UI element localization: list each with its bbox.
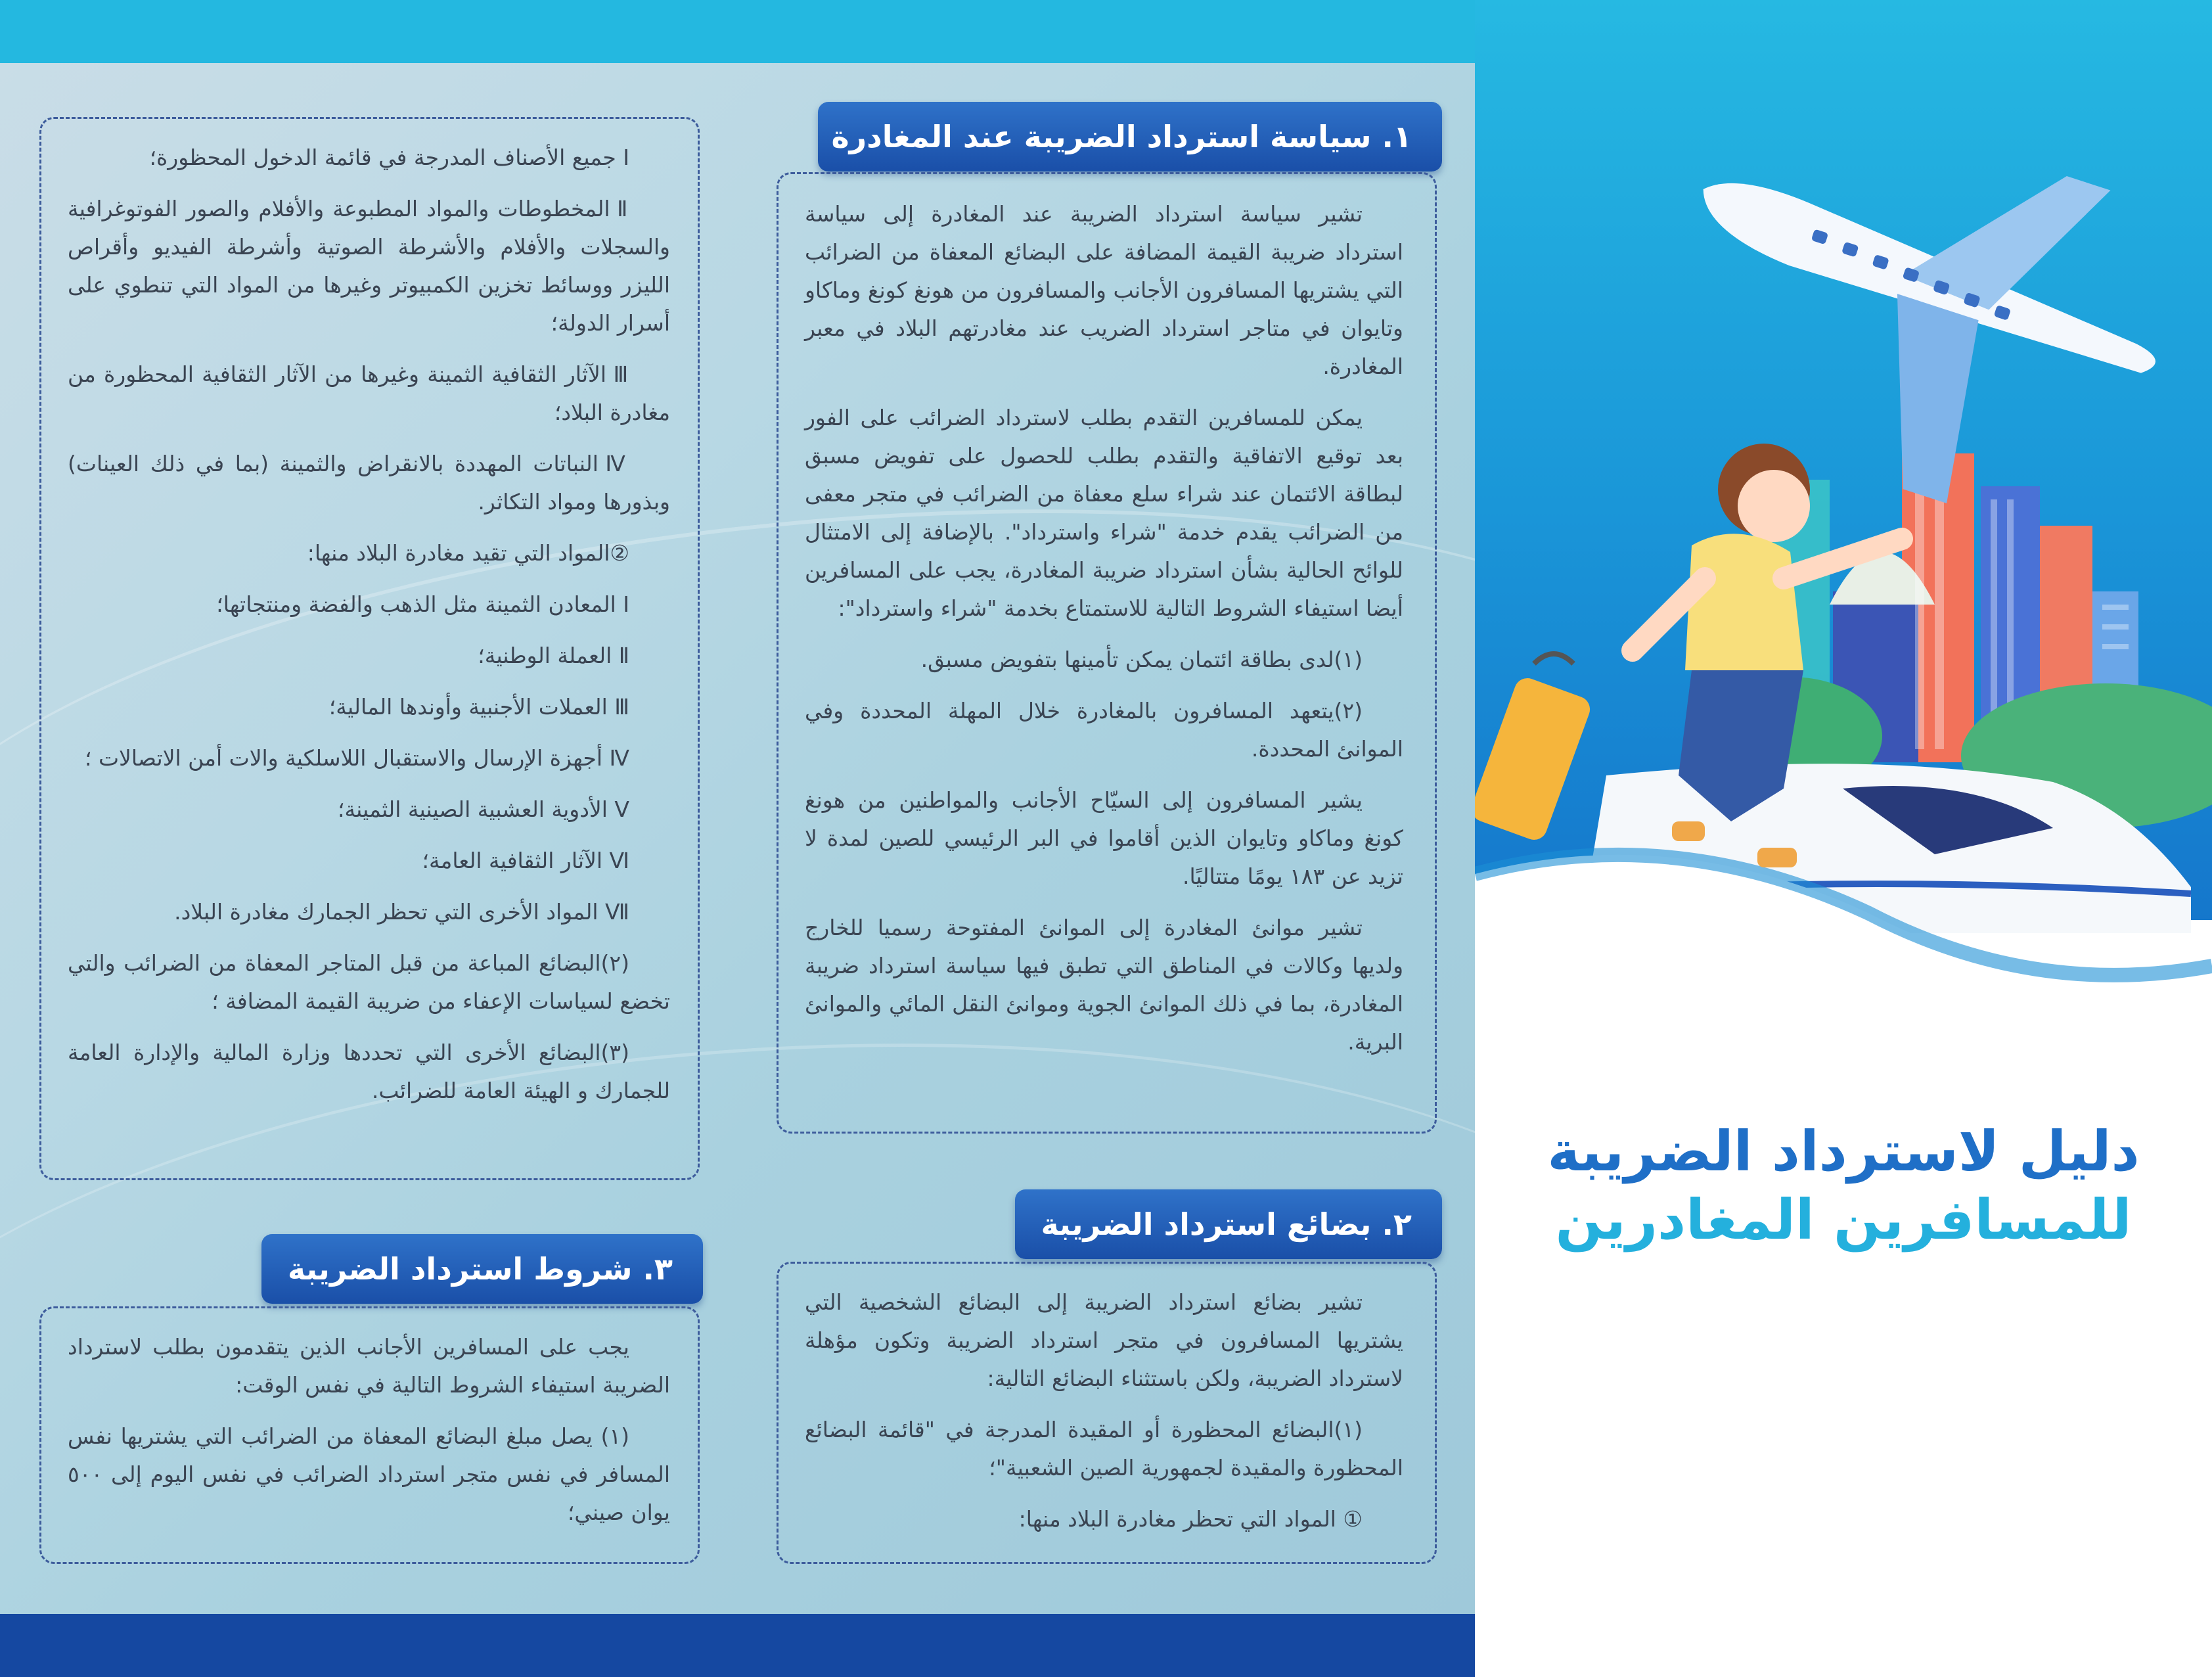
excluded-goods-item: Ⅳ أجهزة الإرسال والاستقبال اللاسلكية والات أمن الاتصالات ؛ — [84, 745, 629, 771]
excluded-goods-item: Ⅲ العملات الأجنبية وأوندها المالية؛ — [328, 694, 629, 720]
section1-heading: ١. سياسة استرداد الضريبة عند المغادرة — [818, 102, 1442, 172]
cover-title-line2: للمسافرين المغادرين — [1555, 1187, 2132, 1252]
section1-paragraph: يمكن للمسافرين التقدم بطلب لاسترداد الضرائب على الفور بعد توقيع الاتفاقية والتقدم بطلب للحصول على تفويض مسبق لبطاقة الائتمان عند شراء سلع معفاة من الضرائب في متجر معفى من الضرائب يقدم خدمة "شراء واسترداد". بالإضافة إلى الامتثال للوائح الحالية بشأن استرداد ضريبة المغادرة، يجب على المسافرين أيضا استيفاء الشروط التالية للاستمتاع بخدمة "شراء واسترداد": — [805, 405, 1403, 621]
section3-paragraph: (١) يصل مبلغ البضائع المعفاة من الضرائب التي يشتريها نفس المسافر في نفس متجر استرداد الضرائب في نفس اليوم إلى ٥٠٠ يوان صيني؛ — [68, 1423, 670, 1525]
cover-panel — [1475, 0, 2212, 1677]
section2-paragraph: تشير بضائع استرداد الضريبة إلى البضائع الشخصية التي يشتريها المسافرون في متجر استرداد الضريبة وتكون مؤهلة لاسترداد الضريبة، ولكن باستثناء البضائع التالية: — [805, 1289, 1403, 1391]
excluded-goods-item: (٢)البضائع المباعة من قبل المتاجر المعفاة من الضرائب والتي تخضع لسياسات الإعفاء من ضريبة القيمة المضافة ؛ — [68, 950, 670, 1014]
cover-title-line1: دليل لاسترداد الضريبة — [1547, 1119, 2140, 1183]
section1-paragraph: يشير المسافرون إلى السيّاح الأجانب والمواطنين من هونغ كونغ وماكاو وتايوان الذين أقاموا في البر الرئيسي للصين لمدة لا تزيد عن ١٨٣ يومًا متتاليًا. — [805, 787, 1403, 889]
excluded-goods-item: ②المواد التي تقيد مغادرة البلاد منها: — [307, 540, 629, 566]
section2-paragraph: (١)البضائع المحظورة أو المقيدة المدرجة في "قائمة البضائع المحظورة والمقيدة لجمهورية الصين الشعبية"؛ — [805, 1417, 1403, 1481]
section1-paragraph: (١)لدى بطاقة ائتمان يمكن تأمينها بتفويض مسبق. — [920, 647, 1363, 672]
section1-paragraph: (٢)يتعهد المسافرون بالمغادرة خلال المهلة المحددة وفي الموانئ المحددة. — [805, 698, 1403, 762]
excluded-goods-item: Ⅱ العملة الوطنية؛ — [478, 643, 629, 668]
section3-paragraph: يجب على المسافرين الأجانب الذين يتقدمون بطلب لاسترداد الضريبة استيفاء الشروط التالية في نفس الوقت: — [68, 1334, 670, 1398]
cover-title — [1475, 1117, 2212, 1254]
excluded-goods-item: Ⅰ المعادن الثمينة مثل الذهب والفضة ومنتجاتها؛ — [216, 591, 629, 617]
excluded-goods-item: Ⅰ جميع الأصناف المدرجة في قائمة الدخول المحظورة؛ — [149, 145, 629, 170]
bottom-band — [0, 1614, 1475, 1677]
section3-box — [39, 1306, 700, 1564]
section2-heading: ٢. بضائع استرداد الضريبة — [1015, 1189, 1442, 1259]
excluded-goods-item: Ⅶ المواد الأخرى التي تحظر الجمارك مغادرة البلاد. — [174, 899, 629, 925]
excluded-goods-item: Ⅴ الأدوية العشبية الصينية الثمينة؛ — [338, 796, 629, 822]
excluded-goods-item: Ⅱ المخطوطات والمواد المطبوعة والأفلام والصور الفوتوغرافية والسجلات والأفلام والأشرطة الصوتية وأشرطة الفيديو وأقراص الليزر ووسائط تخزين الكمبيوتر وغيرها من المواد التي تنطوي على أسرار الدولة؛ — [68, 196, 670, 336]
excluded-goods-item: Ⅲ الآثار الثقافية الثمينة وغيرها من الآثار الثقافية المحظورة من مغادرة البلاد؛ — [68, 361, 670, 425]
section1-paragraph: تشير موانئ المغادرة إلى الموانئ المفتوحة رسميا للخارج ولديها وكالات في المناطق التي تطبق فيها سياسة استرداد ضريبة المغادرة، بما في ذلك الموانئ الجوية وموانئ النقل المائي والموانئ البرية. — [805, 915, 1403, 1055]
excluded-goods-item: Ⅳ النباتات المهددة بالانقراض والثمينة (بما في ذلك العينات) وبذورها ومواد التكاثر. — [68, 451, 670, 515]
excluded-goods-box — [39, 117, 700, 1180]
section2-box — [777, 1262, 1437, 1564]
section1-paragraph: تشير سياسة استرداد الضريبة عند المغادرة إلى سياسة استرداد ضريبة القيمة المضافة على البضائع المعفاة من الضرائب التي يشتريها المسافرون الأجانب والمسافرون من هونغ كونغ وماكاو وتايوان في متاجر استرداد الضريب عند مغادرتهم البلاد في معبر المغادرة. — [805, 201, 1403, 379]
section1-box — [777, 172, 1437, 1134]
travel-illustration — [1475, 0, 2212, 1084]
section2-paragraph: ① المواد التي تحظر مغادرة البلاد منها: — [1018, 1506, 1363, 1532]
excluded-goods-item: (٣)البضائع الأخرى التي تحددها وزارة المالية والإدارة العامة للجمارك و الهيئة العامة للضرائب. — [68, 1040, 670, 1103]
excluded-goods-item: Ⅵ الآثار الثقافية العامة؛ — [422, 848, 629, 873]
section3-heading: ٣. شروط استرداد الضريبة — [261, 1234, 703, 1304]
